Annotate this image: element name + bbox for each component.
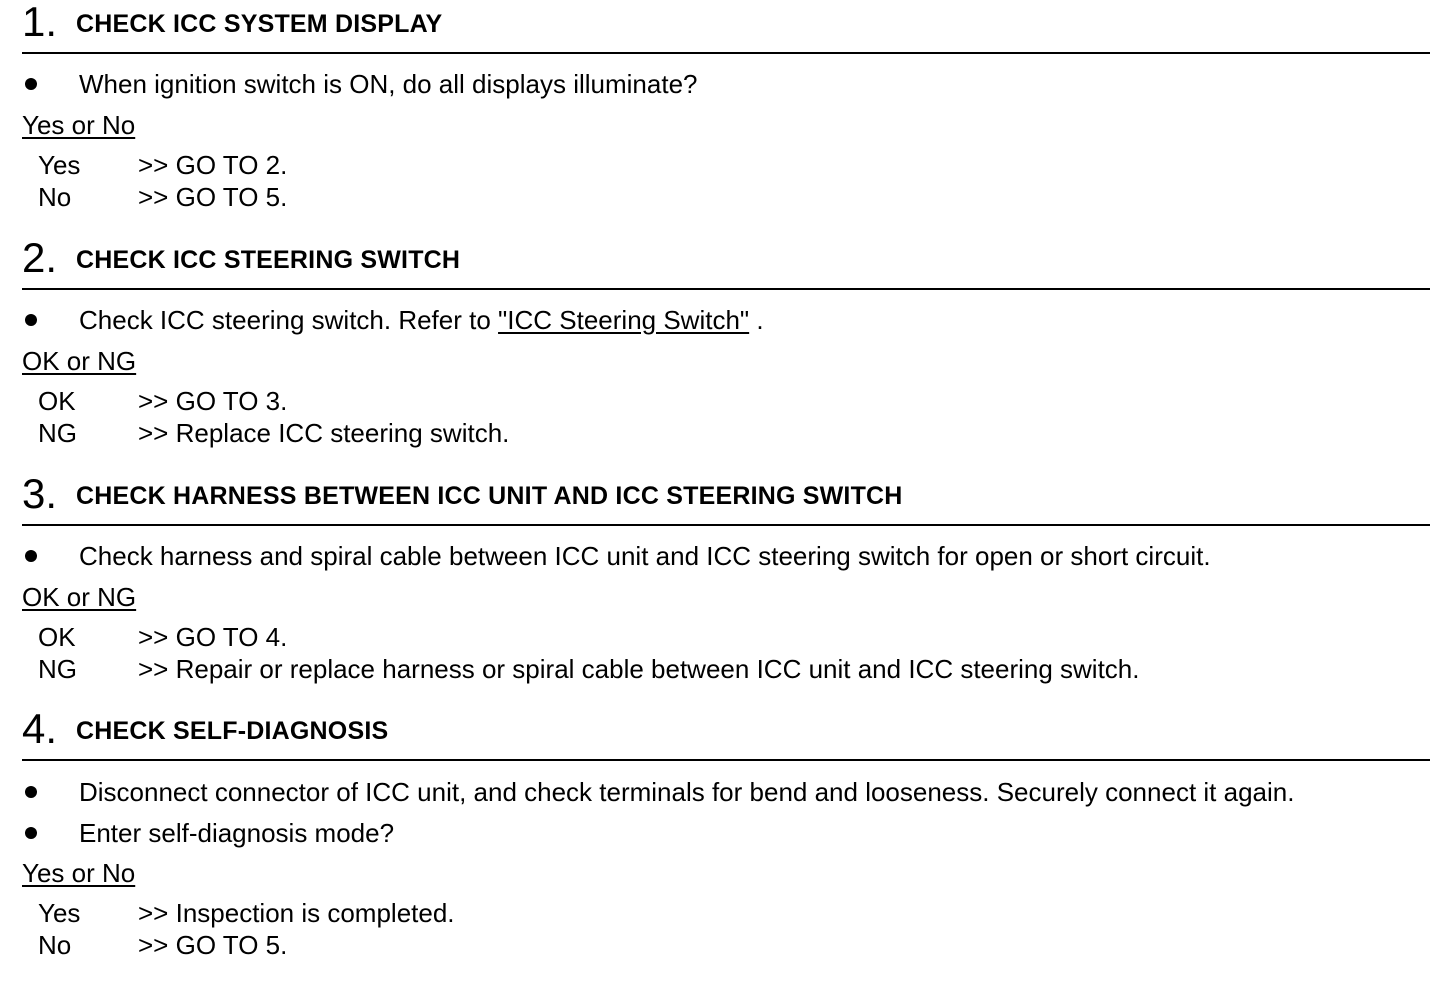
section-divider [22, 759, 1430, 761]
step-number: 4. [22, 705, 58, 752]
bullet-icon [25, 550, 37, 562]
step-title: CHECK HARNESS BETWEEN ICC UNIT AND ICC STEERING SWITCH [76, 482, 903, 510]
result-key: No [38, 182, 72, 212]
result-action: >> GO TO 2. [138, 150, 288, 180]
section-divider [22, 524, 1430, 526]
result-action: >> Repair or replace harness or spiral cable between ICC unit and ICC steering switch. [138, 654, 1140, 684]
result-key: No [38, 930, 72, 960]
section-divider [22, 288, 1430, 290]
result-action: >> GO TO 3. [138, 386, 288, 416]
section-divider [22, 52, 1430, 54]
condition-label: OK or NG [22, 582, 137, 612]
step-title: CHECK SELF-DIAGNOSIS [76, 717, 389, 745]
result-key: Yes [38, 898, 81, 928]
bullet-icon [25, 78, 37, 90]
bullet-text: Disconnect connector of ICC unit, and check terminals for bend and looseness. Securely connect it again. [79, 777, 1295, 807]
step-title: CHECK ICC STEERING SWITCH [76, 246, 461, 274]
result-key: OK [38, 386, 76, 416]
result-action: >> GO TO 5. [138, 930, 288, 960]
condition-label: OK or NG [22, 346, 137, 376]
bullet-text [79, 304, 764, 336]
bullet-icon [25, 314, 37, 326]
bullet-text-tail: . [749, 305, 764, 335]
bullet-text: Check harness and spiral cable between ICC unit and ICC steering switch for open or short circuit. [79, 541, 1211, 571]
step-title: CHECK ICC SYSTEM DISPLAY [76, 10, 443, 38]
bullet-text-lead: Check ICC steering switch. Refer to [79, 305, 499, 335]
result-key: NG [38, 418, 77, 448]
bullet-icon [25, 786, 37, 798]
result-key: Yes [38, 150, 81, 180]
result-key: NG [38, 654, 77, 684]
icc-steering-switch-link[interactable]: "ICC Steering Switch" [498, 305, 750, 335]
result-key: OK [38, 622, 76, 652]
result-action: >> GO TO 4. [138, 622, 288, 652]
result-action: >> Replace ICC steering switch. [138, 418, 510, 448]
bullet-text: Enter self-diagnosis mode? [79, 818, 395, 848]
result-action: >> GO TO 5. [138, 182, 288, 212]
step-number: 3. [22, 470, 58, 517]
condition-label: Yes or No [22, 858, 136, 888]
condition-label: Yes or No [22, 110, 136, 140]
bullet-text: When ignition switch is ON, do all displays illuminate? [79, 69, 698, 99]
bullet-icon [25, 827, 37, 839]
step-number: 2. [22, 234, 58, 281]
result-action: >> Inspection is completed. [138, 898, 455, 928]
step-number: 1. [22, 0, 58, 45]
